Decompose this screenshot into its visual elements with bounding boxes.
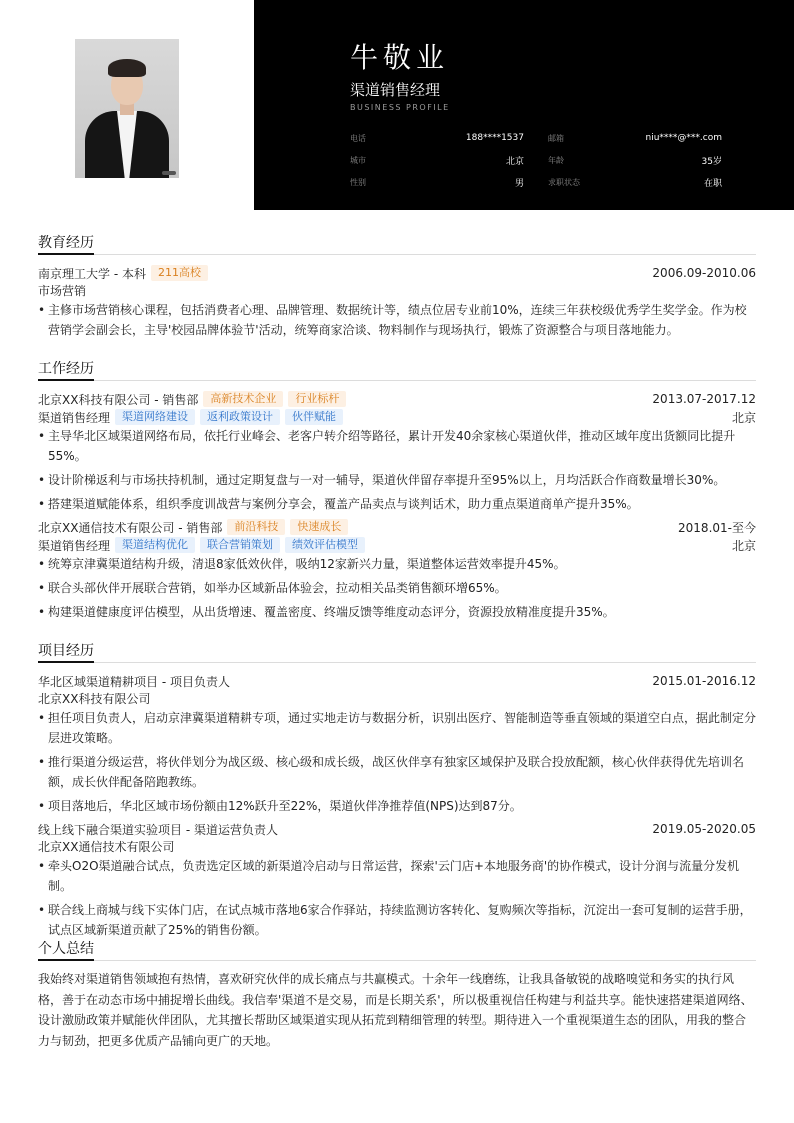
company-tag: 高新技术企业: [203, 391, 283, 407]
list-item: • 联合头部伙伴开展联合营销，如举办区域新品体验会，拉动相关品类销售额环增65%。: [38, 578, 756, 598]
school-name: 南京理工大学 - 本科: [38, 266, 146, 281]
role-tag: 渠道网络建设: [115, 409, 195, 425]
project-name: 线上线下融合渠道实验项目 - 渠道运营负责人: [38, 822, 278, 837]
job-date: 2018.01-至今: [678, 520, 756, 535]
job-header: [38, 390, 756, 408]
info-label: 年龄: [548, 155, 564, 165]
info-value: 北京: [505, 156, 524, 167]
summary-text: 我始终对渠道销售领域抱有热情，喜欢研究伙伴的成长痛点与共赢模式。十余年一线磨练，让我具备敏锐的战略嗅觉和务实的执行风格，善于在动态市场中捕捉增长曲线。我信奉'渠道不是交易，而是长期关系'，所以极重视信任构建与利益共享。能快速搭建渠道网络、设计激励政策并赋能伙伴团队，尤其擅长帮助区域渠道实现从拓荒到精细管理的转型。期待进入一个重视渠道生态的团队，用我的整合力与韧劲，把更多优质产品铺向更广的天地。: [38, 972, 753, 1048]
info-label: 性别: [350, 177, 366, 187]
role-tag: 渠道结构优化: [115, 537, 195, 553]
role-tag: 伙伴赋能: [285, 409, 343, 425]
role-tag: 返利政策设计: [200, 409, 280, 425]
project-bullets: [38, 708, 756, 816]
summary-section: [38, 939, 756, 1051]
info-value: 35岁: [701, 156, 722, 167]
section-divider: [38, 661, 756, 663]
list-item: • 设计阶梯返利与市场扶持机制，通过定期复盘与一对一辅导，渠道伙伴留存率提升至95%以上，月均活跃合作商数量增长30%。: [38, 470, 756, 490]
list-item: • 统筹京津冀渠道结构升级，清退8家低效伙伴，吸纳12家新兴力量，渠道整体运营效率提升45%。: [38, 554, 756, 574]
info-city: [350, 149, 524, 171]
section-title: 工作经历: [38, 361, 94, 377]
job-role-line: [38, 408, 756, 426]
info-label: 电话: [350, 133, 366, 143]
role-name: 渠道销售经理: [38, 410, 111, 425]
job-bullets: [38, 426, 756, 514]
info-job-status: [548, 171, 722, 193]
education-date: 2006.09-2010.06: [652, 266, 756, 280]
education-bullets: [38, 300, 756, 340]
list-item: • 牵头O2O渠道融合试点，负责选定区域的新渠道冷启动与日常运营，探索'云门店+本地服务商'的协作模式，设计分润与流量分发机制。: [38, 856, 756, 896]
list-item: • 搭建渠道赋能体系，组织季度训战营与案例分享会，覆盖产品卖点与谈判话术，助力重点渠道商单产提升35%。: [38, 494, 756, 514]
info-age: [548, 149, 722, 171]
role-tag: 绩效评估模型: [285, 537, 365, 553]
project-date: 2015.01-2016.12: [652, 674, 756, 688]
project-header: [38, 672, 756, 690]
profile-label: BUSINESS PROFILE: [350, 103, 450, 112]
job-title: 渠道销售经理: [350, 81, 441, 99]
list-item: • 主修市场营销核心课程，包括消费者心理、品牌管理、数据统计等，绩点位居专业前10%，连续三年获校级优秀学生奖学金。作为校营销学会副会长，主导'校园品牌体验节'活动，统筹商家洽谈、物料制作与现场执行，锻炼了资源整合与项目落地能力。: [38, 300, 756, 340]
project-org: 北京XX通信技术有限公司: [38, 840, 175, 854]
resume-header: [0, 0, 794, 210]
job-header: [38, 518, 756, 536]
job-city: 北京: [731, 410, 756, 425]
list-item: • 联合线上商城与线下实体门店，在试点城市落地6家合作驿站，持续监测访客转化、复购频次等指标，沉淀出一套可复制的运营手册，试点区域新渠道贡献了25%的销售份额。: [38, 900, 756, 940]
section-title: 项目经历: [38, 643, 94, 659]
company-tag: 快速成长: [290, 519, 348, 535]
info-value: 在职: [703, 178, 722, 189]
info-label: 城市: [350, 155, 366, 165]
section-title: 个人总结: [38, 941, 94, 957]
list-item: • 担任项目负责人，启动京津冀渠道精耕专项，通过实地走访与数据分析，识别出医疗、智能制造等垂直领域的渠道空白点，据此制定分层进攻策略。: [38, 708, 756, 748]
section-divider: [38, 253, 756, 255]
section-divider: [38, 959, 756, 961]
job-bullets: [38, 554, 756, 622]
section-divider: [38, 379, 756, 381]
avatar: [75, 39, 179, 178]
header-info-panel: [254, 0, 794, 210]
info-value: niu****@***.com: [645, 133, 722, 143]
info-label: 邮箱: [548, 133, 564, 143]
role-name: 渠道销售经理: [38, 538, 111, 553]
company-tag: 行业标杆: [288, 391, 346, 407]
company-name: 北京XX通信技术有限公司 - 销售部: [38, 520, 223, 535]
job-role-line: [38, 536, 756, 554]
info-gender: [350, 171, 524, 193]
info-phone: [350, 127, 524, 149]
work-section: [38, 359, 756, 626]
list-item: • 项目落地后，华北区域市场份额由12%跃升至22%，渠道伙伴净推荐值(NPS)达到87分。: [38, 796, 756, 816]
candidate-name: 牛敬业: [350, 41, 450, 74]
list-item: • 推行渠道分级运营，将伙伴划分为战区级、核心级和成长级，战区伙伴享有独家区域保护及联合投放配额，核心伙伴获得优先培训名额，成长伙伴配备陪跑教练。: [38, 752, 756, 792]
project-header: [38, 820, 756, 838]
school-tag: 211高校: [151, 265, 208, 281]
project-org: 北京XX科技有限公司: [38, 692, 151, 706]
info-value: 188****1537: [465, 133, 524, 143]
info-label: 求职状态: [548, 177, 580, 187]
info-column-left: [350, 127, 524, 193]
project-bullets: [38, 856, 756, 940]
list-item: • 构建渠道健康度评估模型，从出货增速、覆盖密度、终端反馈等维度动态评分，资源投放精准度提升35%。: [38, 602, 756, 622]
company-name: 北京XX科技有限公司 - 销售部: [38, 392, 199, 407]
project-date: 2019.05-2020.05: [652, 822, 756, 836]
projects-section: [38, 641, 756, 944]
major: 市场营销: [38, 284, 87, 298]
education-header: [38, 264, 756, 282]
photo-area: [0, 0, 254, 210]
info-value: 男: [514, 178, 524, 189]
section-title: 教育经历: [38, 235, 94, 251]
education-section: [38, 233, 756, 344]
project-name: 华北区域渠道精耕项目 - 项目负责人: [38, 674, 230, 689]
job-date: 2013.07-2017.12: [652, 392, 756, 406]
info-email: [548, 127, 722, 149]
role-tag: 联合营销策划: [200, 537, 280, 553]
info-column-right: [548, 127, 722, 193]
company-tag: 前沿科技: [227, 519, 285, 535]
list-item: • 主导华北区域渠道网络布局，依托行业峰会、老客户转介绍等路径，累计开发40余家核心渠道伙伴，推动区域年度出货额同比提升55%。: [38, 426, 756, 466]
job-city: 北京: [731, 538, 756, 553]
